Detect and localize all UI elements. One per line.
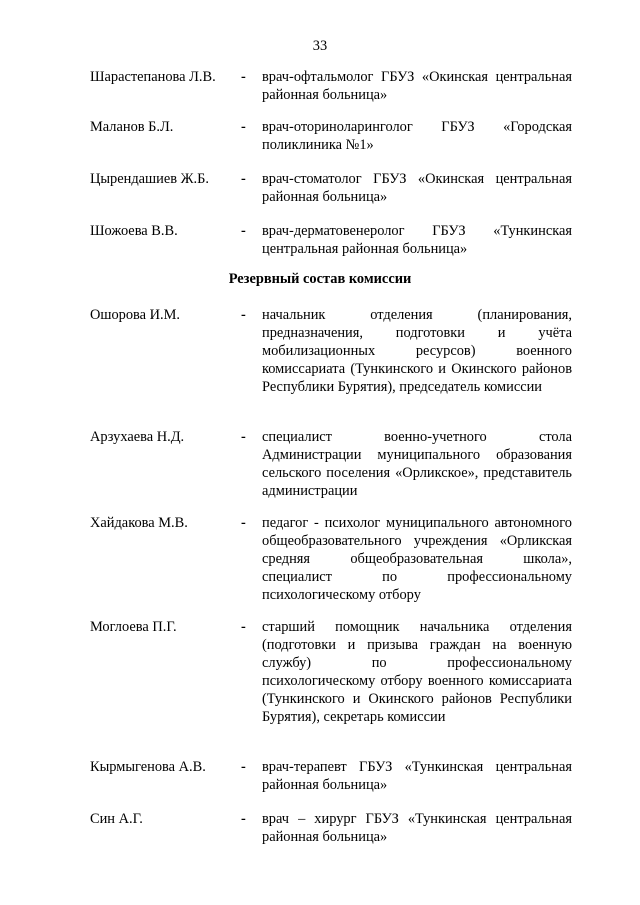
member-description: педагог - психолог муниципального автономного общеобразовательного учреждения «Орликская средняя общеобразовательная школа», специалист по профессиональному психологическому отбору — [262, 515, 572, 603]
member-description: врач – хирург ГБУЗ «Тункинская центральная районная больница» — [262, 811, 572, 845]
dash-separator: - — [241, 119, 246, 135]
member-description: врач-стоматолог ГБУЗ «Окинская центральная районная больница» — [262, 171, 572, 205]
member-name: Хайдакова М.В. — [90, 515, 188, 531]
dash-separator: - — [241, 759, 246, 775]
member-description: врач-офтальмолог ГБУЗ «Окинская центральная районная больница» — [262, 69, 572, 103]
reserve-section-heading: Резервный состав комиссии — [228, 271, 412, 287]
member-name: Шарастепанова Л.В. — [90, 69, 216, 85]
member-name: Цырендашиев Ж.Б. — [90, 171, 209, 187]
member-name: Моглоева П.Г. — [90, 619, 177, 635]
dash-separator: - — [241, 619, 246, 635]
dash-separator: - — [241, 171, 246, 187]
dash-separator: - — [241, 69, 246, 85]
member-name: Ошорова И.М. — [90, 307, 181, 323]
dash-separator: - — [241, 515, 246, 531]
dash-separator: - — [241, 429, 246, 445]
member-description: специалист военно-учетного стола Администрации муниципального образования сельского поселения «Орликское», представитель администрации — [262, 429, 572, 499]
dash-separator: - — [241, 307, 246, 323]
member-description: врач-дерматовенеролог ГБУЗ «Тункинская центральная районная больница» — [262, 223, 572, 257]
member-description: врач-терапевт ГБУЗ «Тункинская центральная районная больница» — [262, 759, 572, 793]
member-name: Арзухаева Н.Д. — [90, 429, 185, 445]
member-description: начальник отделения (планирования, предназначения, подготовки и учёта мобилизационных ресурсов) военного комиссариата (Тункинского и Окинского районов Республики Бурятия), председатель комиссии — [262, 307, 572, 395]
member-name: Шожоева В.В. — [90, 223, 178, 239]
member-description: старший помощник начальника отделения (подготовки и призыва граждан на военную службу) по профессиональному психологическому отбору военного комиссариата (Тункинского и Окинского районов Республики Бурятия), секретарь комиссии — [262, 619, 572, 725]
member-description: врач-оториноларинголог ГБУЗ «Городская поликлиника №1» — [262, 119, 572, 153]
member-name: Син А.Г. — [90, 811, 143, 827]
dash-separator: - — [241, 223, 246, 239]
member-name: Маланов Б.Л. — [90, 119, 174, 135]
member-name: Кырмыгенова А.В. — [90, 759, 206, 775]
page-number: 33 — [312, 38, 328, 54]
dash-separator: - — [241, 811, 246, 827]
